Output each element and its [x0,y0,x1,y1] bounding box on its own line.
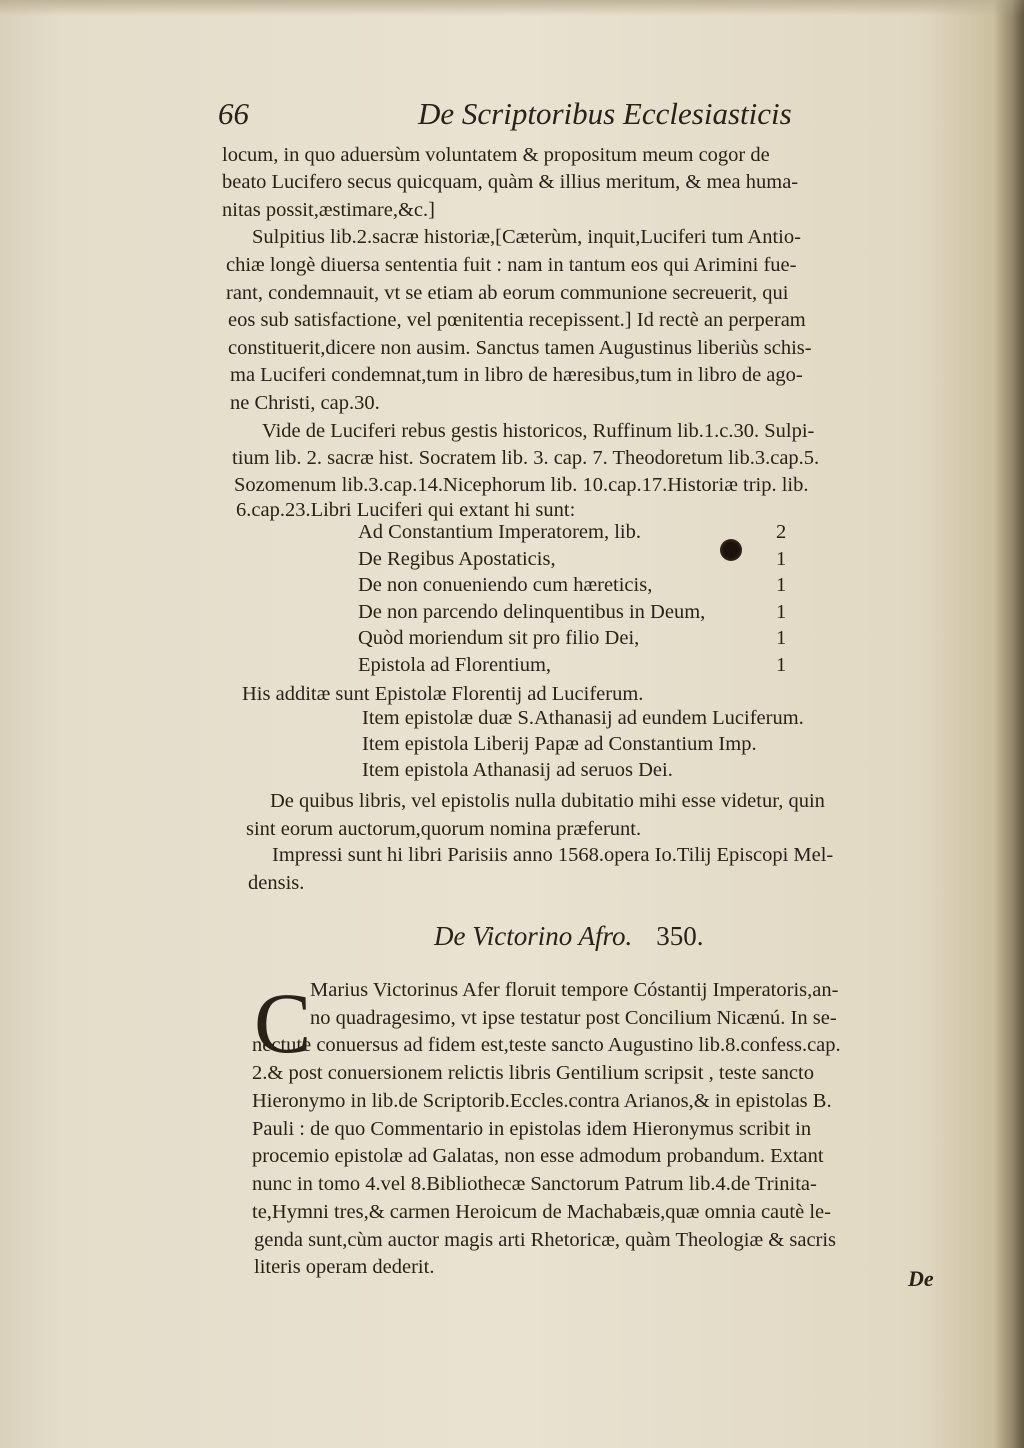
text-line: ne Christi, cap.30. [230,392,380,414]
additions-list [362,705,804,783]
text-line: nectute conuersus ad fidem est,teste sancto Augustino lib.8.confess.cap. [252,1034,841,1056]
book-title: Epistola ad Florentium, [358,653,552,676]
section-title: De Victorino Afro. [434,921,633,951]
text-line: locum, in quo aduersùm voluntatem & propositum meum cogor de [222,144,770,166]
text-line: sint eorum auctorum,quorum nomina præferunt. [246,818,642,840]
page-top-shadow [0,0,1024,16]
book-count: 1 [776,574,787,596]
text-line: Vide de Luciferi rebus gestis historicos, Ruffinum lib.1.c.30. Sulpi- [262,420,815,442]
list-item: Item epistola Liberij Papæ ad Constantium Imp. [362,733,757,755]
text-line: 6.cap.23.Libri Luciferi qui extant hi sunt: [236,499,576,521]
page-number: 66 [218,96,249,131]
text-line: 2.& post conuersionem relictis libris Gentilium scripsit , teste sancto [252,1062,814,1084]
text-line: procemio epistolæ ad Galatas, non esse admodum probandum. Extant [252,1145,824,1167]
list-item [358,652,798,679]
drop-cap: C [254,975,312,1071]
text-line: beato Lucifero secus quicquam, quàm & illius meritum, & mea huma- [222,171,799,193]
text-line: nitas possit,æstimare,&c.] [222,199,435,221]
list-item [358,572,798,599]
text-line: densis. [248,872,305,894]
book-count: 1 [776,653,787,676]
text-line: te,Hymni tres,& carmen Heroicum de Machabæis,quæ omnia cautè le- [252,1201,831,1223]
text-line: Sulpitius lib.2.sacræ historiæ,[Cæterùm, inquit,Luciferi tum Antio- [252,226,801,248]
catchword: De [908,1266,934,1291]
text-line: Sozomenum lib.3.cap.14.Nicephorum lib. 10.cap.17.Historiæ trip. lib. [234,474,809,496]
text-line: nunc in tomo 4.vel 8.Bibliothecæ Sanctorum Patrum lib.4.de Trinita- [252,1173,817,1195]
text-line: tium lib. 2. sacræ hist. Socratem lib. 3. cap. 7. Theodoretum lib.3.cap.5. [232,447,820,469]
book-title: Quòd moriendum sit pro filio Dei, [358,627,640,649]
text-line: Marius Victorinus Afer floruit tempore Cóstantij Imperatoris,an- [310,979,839,1001]
book-count: 1 [776,547,787,570]
section-year: 350. [656,921,704,951]
book-count: 1 [776,627,787,649]
text-line: Hieronymo in lib.de Scriptorib.Eccles.contra Arianos,& in epistolas B. [252,1090,832,1112]
text-line: His additæ sunt Epistolæ Florentij ad Luciferum. [242,683,644,705]
running-title: De Scriptoribus Ecclesiasticis [418,96,792,131]
text-line: Impressi sunt hi libri Parisiis anno 1568.opera Io.Tilij Episcopi Mel- [272,844,834,866]
list-item [358,625,798,652]
book-title: De Regibus Apostaticis, [358,547,556,570]
book-count: 2 [776,521,787,543]
book-count: 1 [776,600,787,623]
book-title: Ad Constantium Imperatorem, lib. [358,521,641,543]
book-title: De non conueniendo cum hæreticis, [358,574,653,596]
list-item: Item epistolæ duæ S.Athanasij ad eundem Luciferum. [362,707,804,729]
text-line: no quadragesimo, vt ipse testatur post Concilium Nicænú. In se- [310,1007,837,1029]
text-line: ma Luciferi condemnat,tum in libro de hæresibus,tum in libro de ago- [230,364,803,386]
book-title: De non parcendo delinquentibus in Deum, [358,600,706,623]
text-line: Pauli : de quo Commentario in epistolas idem Hieronymus scribit in [252,1118,812,1140]
text-line: genda sunt,cùm auctor magis arti Rhetoricæ, quàm Theologiæ & sacris [254,1229,837,1251]
ink-blot [720,539,742,561]
list-item: Item epistola Athanasij ad seruos Dei. [362,759,673,781]
text-line: constituerit,dicere non ausim. Sanctus tamen Augustinus liberiùs schis- [228,337,812,359]
text-line: rant, condemnauit, vt se etiam ab eorum communione secreuerit, qui [226,282,789,304]
text-line: chiæ longè diuersa sententia fuit : nam in tantum eos qui Arimini fue- [226,254,797,276]
text-line: literis operam dederit. [254,1256,435,1278]
section-heading [434,921,703,952]
list-item [358,599,798,626]
text-line: De quibus libris, vel epistolis nulla dubitatio mihi esse videtur, quin [270,790,825,812]
text-line: eos sub satisfactione, vel pœnitentia recepissent.] Id rectè an perperam [228,309,806,331]
page-edge-shadow [994,0,1024,1448]
